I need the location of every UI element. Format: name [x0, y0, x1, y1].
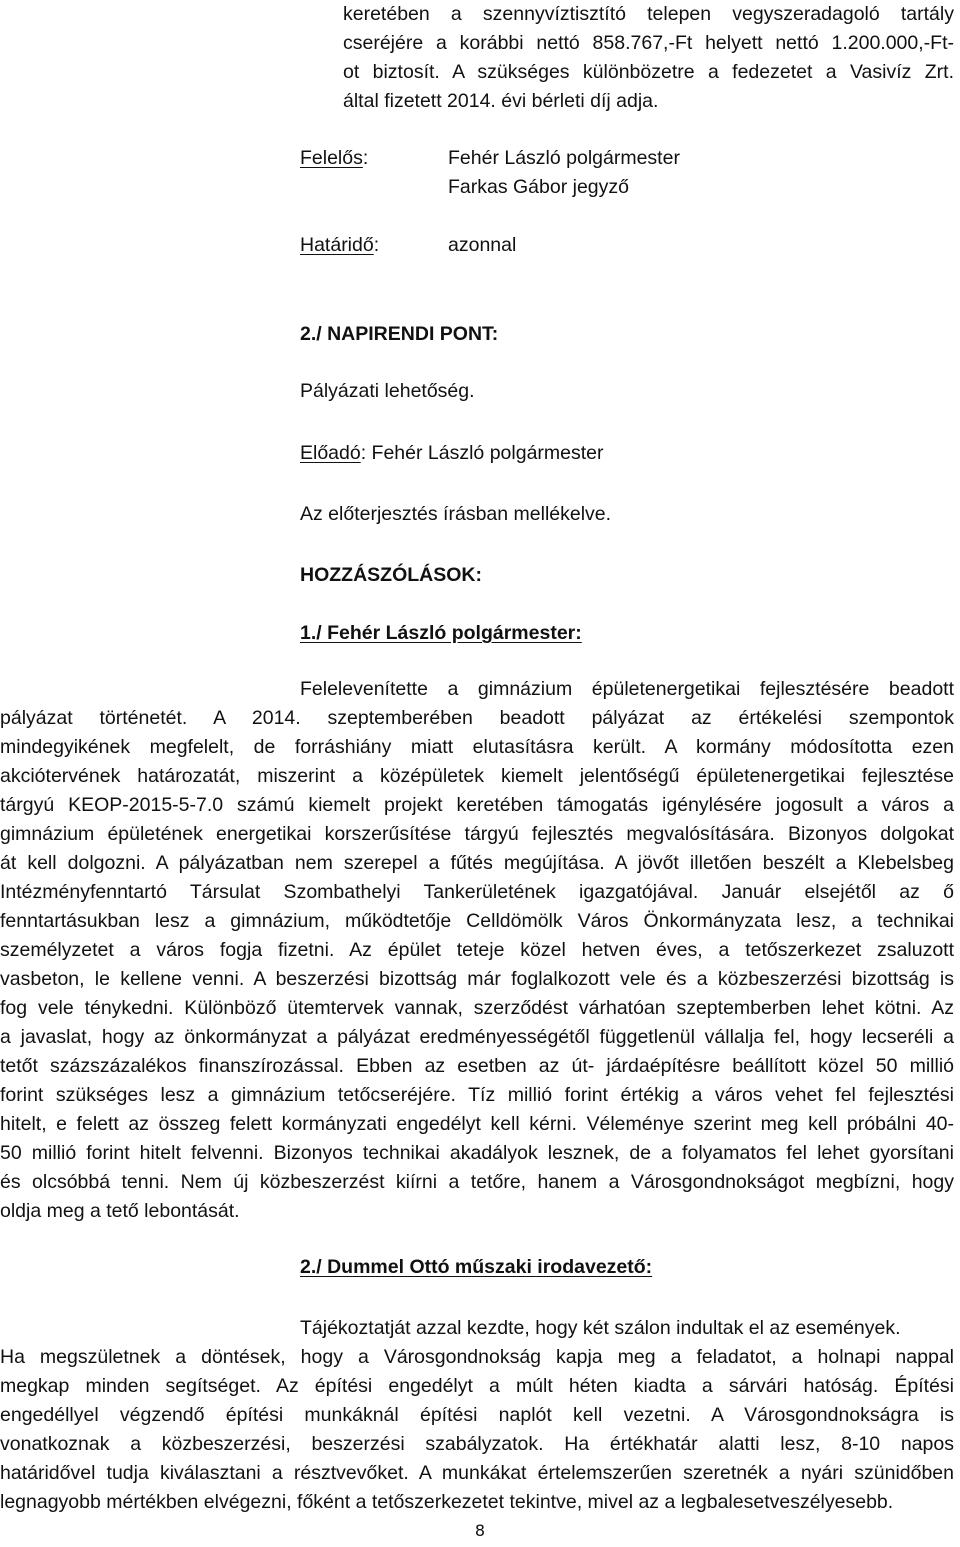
text-line: pályázat történetét. A 2014. szeptemberében beadott pályázat az értékelési szempontok — [0, 707, 954, 729]
deadline-value: azonnal — [448, 234, 517, 256]
text-line: tetőt százszázalékos finanszírozással. Ebben az esetben az út- járdaépítésre beállított közel 50 millió — [0, 1055, 954, 1077]
presenter-line — [300, 439, 604, 468]
attachment-note: Az előterjesztés írásban mellékelve. — [300, 503, 612, 525]
text-line: megkap minden segítséget. Az építési engedélyt a múlt héten kiadta a sárvári hatóság. Építési — [0, 1375, 954, 1397]
comments-heading: HOZZÁSZÓLÁSOK: — [300, 564, 482, 586]
text-line: ot biztosít. A szükséges különbözetre a fedezetet a Vasivíz Zrt. — [343, 61, 954, 83]
text-line: mindegyikének megfelelt, de forráshiány miatt elutasításra került. A kormány módosította ezen — [0, 736, 954, 758]
text-line: cseréjére a korábbi nettó 858.767,-Ft helyett nettó 1.200.000,-Ft- — [343, 32, 954, 54]
agenda-heading: 2./ NAPIRENDI PONT: — [300, 323, 499, 345]
presenter-name: : Fehér László polgármester — [360, 442, 604, 464]
responsible-label — [300, 144, 368, 173]
speaker1-heading: 1./ Fehér László polgármester: — [300, 622, 582, 644]
presenter-label: Előadó — [300, 442, 361, 464]
text-line: által fizetett 2014. évi bérleti díj adja. — [343, 90, 659, 112]
text-line: határidővel tudja kiválasztani a résztvevőket. A munkákat értelemszerűen szeretnék a nyári szünidőben — [0, 1462, 954, 1484]
text-line: és olcsóbbá tenni. Nem új közbeszerzést kiírni a tetőre, hanem a Városgondnokságot megbízni, hogy — [0, 1171, 954, 1193]
deadline-label — [300, 231, 379, 260]
responsible-name-1: Fehér László polgármester — [448, 147, 680, 169]
text-line: személyzetet a város fogja fizetni. Az épület teteje közel hetven éves, a tetőszerkezet zsaluzott — [0, 939, 954, 961]
responsible-colon: : — [362, 147, 369, 169]
text-line: oldja meg a tető lebontását. — [0, 1200, 240, 1222]
text-line: gimnázium épületének energetikai korszerűsítése tárgyú fejlesztés megvalósítására. Bizonyos dolgokat — [0, 823, 954, 845]
responsible-name-2: Farkas Gábor jegyző — [448, 176, 629, 198]
text-line: vasbeton, le kellene venni. A beszerzési bizottság már foglalkozott vele és a közbeszerzési bizottság is — [0, 968, 954, 990]
text-line: engedéllyel végzendő építési munkáknál építési naplót kell vezetni. A Városgondnokságra is — [0, 1404, 954, 1426]
text-line: fenntartásukban lesz a gimnázium, működtetője Celldömölk Város Önkormányzata lesz, a technikai — [0, 910, 954, 932]
text-line: át kell dolgozni. A pályázatban nem szerepel a fűtés megújítása. A jövőt illetően beszélt a Klebelsbeg — [0, 852, 954, 874]
text-line: akciótervének határozatát, miszerint a középületek kiemelt jelentőségű épületenergetikai fejlesztése — [0, 765, 954, 787]
deadline-colon: : — [373, 234, 380, 256]
speaker2-first-line: Tájékoztatját azzal kezdte, hogy két szálon indultak el az események. — [300, 1317, 901, 1339]
text-line: a javaslat, hogy az önkormányzat a pályázat eredményességétől függetlenül vállalja fel, hogy lecseréli a — [0, 1026, 954, 1048]
text-line: legnagyobb mértékben elvégezni, főként a tetőszerkezetet tekintve, mivel az a legbalesetveszélyesebb. — [0, 1491, 894, 1513]
page-number: 8 — [474, 1521, 486, 1540]
text-line: Intézményfenntartó Társulat Szombathelyi Tankerületének igazgatójával. Január elsejétől az ő — [0, 881, 954, 903]
agenda-title: Pályázati lehetőség. — [300, 380, 475, 402]
text-line: fog vele ténykedni. Különböző ütemtervek vannak, szerződést várhatóan szeptemberben lehet kötni. Az — [0, 997, 954, 1019]
deadline-label-text: Határidő — [300, 234, 374, 256]
text-line: 50 millió forint hitelt felvenni. Bizonyos technikai akadályok lesznek, de a folyamatos fel lehet gyorsítani — [0, 1142, 954, 1164]
text-line: vonatkoznak a közbeszerzési, beszerzési szabályzatok. Ha értékhatár alatti lesz, 8-10 napos — [0, 1433, 954, 1455]
text-line: hitelt, e felett az összeg felett kormányzati engedélyt kell kérni. Véleménye szerint meg kell próbálni 40- — [0, 1113, 954, 1135]
text-line: tárgyú KEOP-2015-5-7.0 számú kiemelt projekt keretében támogatás igénylésére jogosult a város a — [0, 794, 954, 816]
responsible-label-text: Felelős — [300, 147, 363, 169]
speaker2-heading: 2./ Dummel Ottó műszaki irodavezető: — [300, 1256, 653, 1278]
text-line: Ha megszületnek a döntések, hogy a Városgondnokság kapja meg a feladatot, a holnapi nappal — [0, 1346, 954, 1368]
speaker1-first-line: Felelevenítette a gimnázium épületenergetikai fejlesztésére beadott — [300, 678, 954, 700]
text-line: forint szükséges lesz a gimnázium tetőcseréjére. Tíz millió forint értékig a város vehet fel fejlesztési — [0, 1084, 954, 1106]
text-line: keretében a szennyvíztisztító telepen vegyszeradagoló tartály — [343, 3, 954, 25]
